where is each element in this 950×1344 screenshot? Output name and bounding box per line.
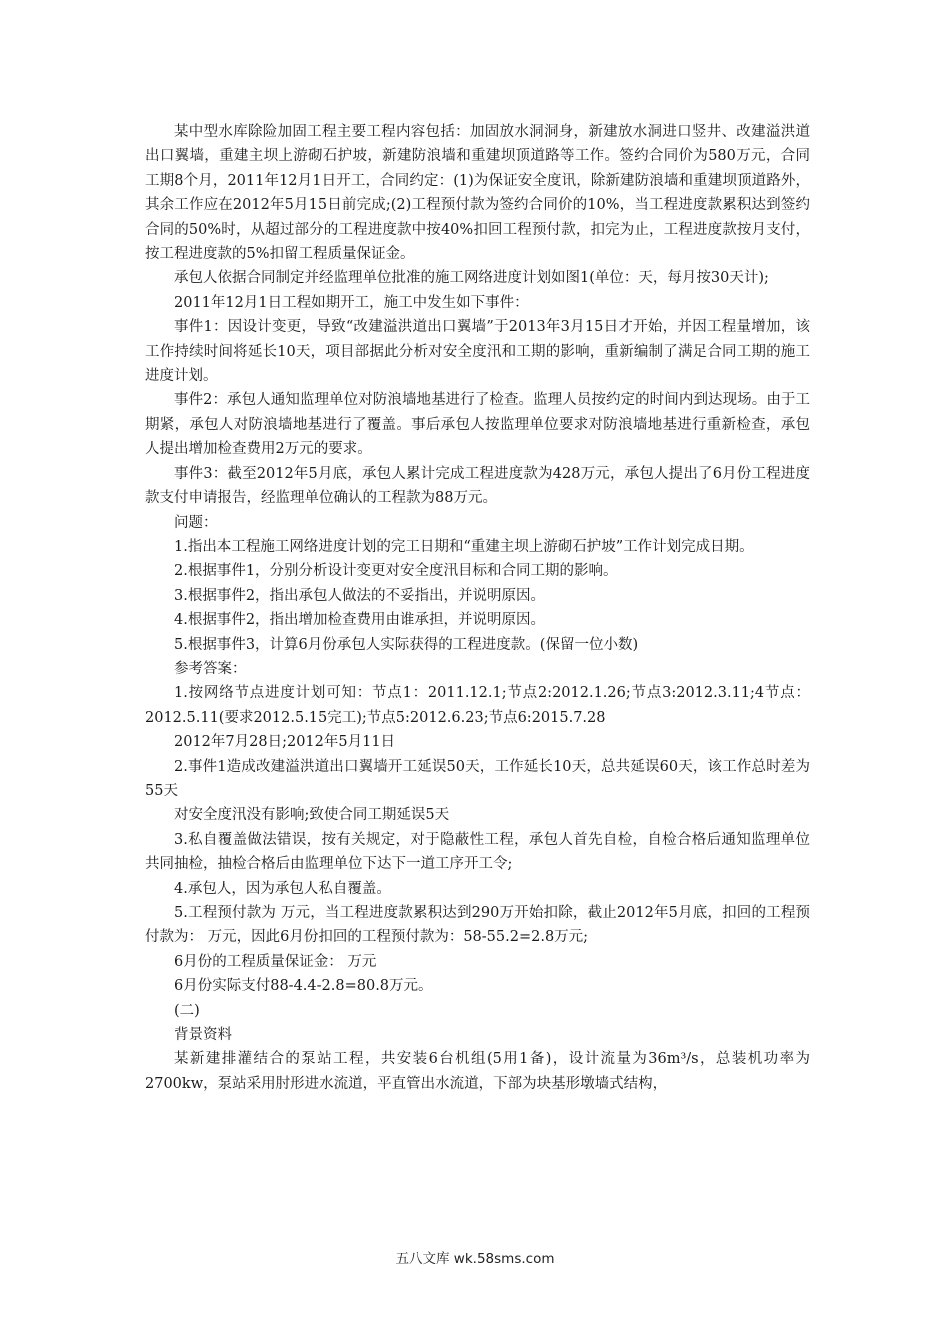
paragraph-pump-station: 某新建排灌结合的泵站工程，共安装6台机组(5用1备)，设计流量为36m³/s，总装机功率为2700kw，泵站采用肘形进水流道，平直管出水流道，下部为块基形墩墙式结构，: [145, 1051, 810, 1092]
answer-3: 3.私自覆盖做法错误，按有关规定，对于隐蔽性工程，承包人首先自检，自检合格后通知监理单位共同抽检，抽检合格后由监理单位下达下一道工序开工令;: [145, 831, 810, 873]
question-1: 1.指出本工程施工网络进度计划的完工日期和“重建主坝上游砌石护坡”工作计划完成日期。: [174, 538, 754, 555]
answer-2: 2.事件1造成改建溢洪道出口翼墙开工延误50天，工作延长10天，总共延误60天，该工作总时差为55天: [145, 758, 810, 799]
background-heading: 背景资料: [174, 1027, 232, 1044]
paragraph-event-1: 事件1：因设计变更，导致“改建溢洪道出口翼墙”于2013年3月15日才开始，并因工程量增加，该工作持续时间将延长10天，项目部据此分析对安全度汛和工期的影响，重新编制了满足合同工期的施工进度计划。: [145, 319, 810, 385]
section-two-heading: (二): [174, 1002, 200, 1019]
questions-heading: 问题：: [174, 514, 218, 531]
answers-heading: 参考答案：: [174, 660, 247, 677]
answer-5-guarantee: 6月份的工程质量保证金： 万元: [174, 953, 377, 970]
question-5: 5.根据事件3，计算6月份承包人实际获得的工程进度款。(保留一位小数): [174, 636, 639, 653]
paragraph-project-intro: 某中型水库除险加固工程主要工程内容包括：加固放水洞洞身，新建放水洞进口竖井、改建溢洪道出口翼墙，重建主坝上游砌石护坡，新建防浪墙和重建坝顶道路等工作。签约合同价为580万元，合同工期8个月，2011年12月1日开工，合同约定：(1)为保证安全度讯，除新建防浪墙和重建坝顶道路外，其余工作应在2012年5月15日前完成;(2)工程预付款为签约合同价的10%，当工程进度款累积达到签约合同的50%时，从超过部分的工程进度款中按40%扣回工程预付款，扣完为止，工程进度款按月支付，按工程进度款的5%扣留工程质量保证金。: [145, 124, 810, 263]
question-2: 2.根据事件1，分别分析设计变更对安全度汛目标和合同工期的影响。: [174, 563, 618, 580]
answer-1: 1.按网络节点进度计划可知：节点1：2011.12.1;节点2:2012.1.26;节点3:2012.3.11;4节点：2012.5.11(要求2012.5.15完工);节点5:2012.6.23;节点6:2015.7.28: [145, 685, 810, 726]
answer-5-payment: 6月份实际支付88-4.4-2.8=80.8万元。: [174, 978, 433, 995]
question-4: 4.根据事件2，指出增加检查费用由谁承担，并说明原因。: [174, 612, 546, 629]
answer-4: 4.承包人，因为承包人私自覆盖。: [174, 880, 391, 897]
paragraph-event-2: 事件2：承包人通知监理单位对防浪墙地基进行了检查。监理人员按约定的时间内到达现场。由于工期紧，承包人对防浪墙地基进行了覆盖。事后承包人按监理单位要求对防浪墙地基进行重新检查，承包人提出增加检查费用2万元的要求。: [145, 392, 810, 458]
question-3: 3.根据事件2，指出承包人做法的不妥指出，并说明原因。: [174, 587, 546, 604]
paragraph-event-3: 事件3：截至2012年5月底，承包人累计完成工程进度款为428万元，承包人提出了6月份工程进度款支付申请报告，经监理单位确认的工程款为88万元。: [145, 465, 810, 507]
paragraph-start: 2011年12月1日工程如期开工，施工中发生如下事件：: [174, 294, 529, 311]
document-body: [145, 120, 810, 1096]
paragraph-schedule-plan: 承包人依据合同制定并经监理单位批准的施工网络进度计划如图1(单位：天，每月按30天计);: [174, 270, 769, 287]
answer-2-conclusion: 对安全度汛没有影响;致使合同工期延误5天: [174, 807, 450, 824]
page-footer: 五八文库 wk.58sms.com: [395, 1251, 555, 1267]
answer-1-dates: 2012年7月28日;2012年5月11日: [174, 734, 396, 751]
answer-5: 5.工程预付款为 万元，当工程进度款累积达到290万开始扣除，截止2012年5月底，扣回的工程预付款为： 万元，因此6月份扣回的工程预付款为：58-55.2=2.8万元;: [145, 905, 810, 946]
